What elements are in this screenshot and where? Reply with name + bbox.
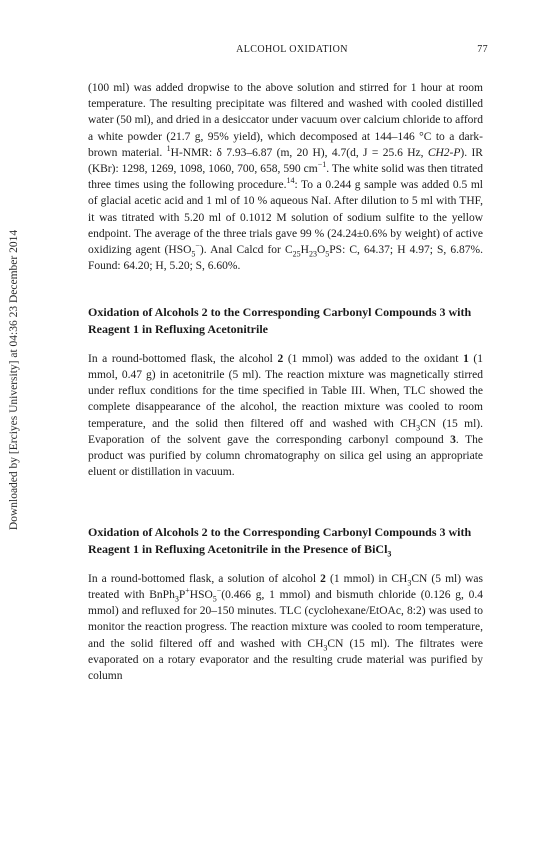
page-number: 77 [477, 44, 488, 55]
running-head [96, 44, 488, 60]
paragraph-reflux-procedure: In a round-bottomed flask, the alcohol 2 (1 mmol) was added to the oxidant 1 (1 mmol, 0.47 g) in acetonitrile (5 ml). The reaction mixture was magnetically stirred under reflux conditions for the time specified in Table III. When, TLC showed the complete disappearance of the alcohol, the reaction mixture was cooled to room temperature, and the solid then filtered off and washed with $CH_3CN$ (15 ml). Evaporation of the solvent gave the corresponding carbonyl compound 3. The product was purified by column chromatography on silica gel using an appropriate eluent or distillation in vacuum. [88, 352, 483, 479]
download-watermark [2, 110, 26, 650]
body-text [88, 80, 483, 684]
paragraph-synthesis: (100 ml) was added dropwise to the above solution and stirred for 1 hour at room temperature. The resulting precipitate was filtered and washed with cooled distilled water (50 ml), and dried in a desiccator under vacuum over calcium chloride to afford a white powder (21.7 g, 95% yield), which decomposed at 144–146 °C to a dark-brown material. $^1$H-NMR: δ 7.93–6.87 (m, 20 H), 4.7(d, J = 25.6 Hz, CH2-P). IR (KBr): 1298, 1269, 1098, 1060, 700, 658, 590 $cm^{-1}$. The white solid was then titrated three times using the following procedure.$^{14}$: To a 0.244 g sample was added 0.5 ml of glacial acetic acid and 1 ml of 10 % aqueous NaI. After dilution to 5 ml with THF, it was titrated with 5.20 ml of 0.1012 M solution of sodium sulfite to the yellow endpoint. The average of the three trials gave 99 % (24.24±0.6% by weight) of active oxidizing agent $(HSO_5^-)$. Anal Calcd for $C_{25}H_{23}O_5PS$: C, 64.37; H 4.97; S, 6.87%. Found: 64.20; H, 5.20; S, 6.60%. [88, 82, 483, 273]
running-title: ALCOHOL OXIDATION [236, 44, 348, 55]
paragraph-bicl3-procedure: In a round-bottomed flask, a solution of alcohol 2 (1 mmol) in $CH_3CN$ (5 ml) was treated with $BnPh_3P^+HSO_5^-(0.466$ g, 1 mmol) and bismuth chloride (0.126 g, 0.4 mmol) and refluxed for 20–150 minutes. TLC (cyclohexane/EtOAc, 8:2) was used to monitor the reaction progress. The reaction mixture was cooled to room temperature, and the solid filtered off and washed with $CH_3CN$ (15 ml). The filtrates were evaporated on a rotary evaporator and the resulting crude material was purified by column [88, 572, 484, 683]
download-watermark-text: Downloaded by [Erciyes University] at 04:36 23 December 2014 [8, 229, 20, 531]
section-heading-reflux: Oxidation of Alcohols 2 to the Corresponding Carbonyl Compounds 3 with Reagent 1 in Refluxing Acetonitrile [88, 305, 472, 336]
section-heading-bicl3: Oxidation of Alcohols 2 to the Corresponding Carbonyl Compounds 3 with Reagent 1 in Refluxing Acetonitrile in the Presence of BiCl$_3$ [88, 525, 472, 559]
